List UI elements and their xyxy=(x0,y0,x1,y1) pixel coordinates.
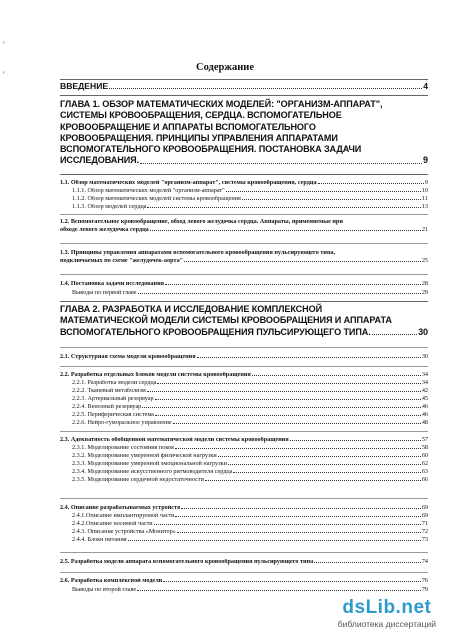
watermark-name: dsLib.net xyxy=(342,597,432,618)
toc-entry-page: 4 xyxy=(423,81,428,91)
toc-entry-page: 58 xyxy=(421,444,428,451)
toc-entry[interactable] xyxy=(60,281,428,287)
toc-entry-page: 13 xyxy=(421,203,428,210)
toc-entry[interactable] xyxy=(72,204,428,210)
toc-entry-label: 2.6. Разработка комплексной модели xyxy=(60,578,163,584)
toc-entry-label: 2.4.3. Описание устройства «Монитор» xyxy=(72,529,176,535)
divider xyxy=(60,347,428,348)
divider xyxy=(60,301,428,302)
toc-entry-page: 9 xyxy=(424,179,428,186)
toc-entry-page: 71 xyxy=(421,520,428,527)
divider xyxy=(60,214,428,215)
toc-entry[interactable] xyxy=(72,587,428,593)
toc-entry[interactable] xyxy=(60,505,428,511)
toc-entry[interactable] xyxy=(72,529,428,535)
toc-entry-page: 46 xyxy=(421,411,428,418)
divider xyxy=(60,552,428,553)
toc-entry-label: 2.3.3. Моделирование умеренной эмоциональной нагрузки xyxy=(72,461,227,467)
toc-entry[interactable] xyxy=(72,396,428,402)
toc-entry-label: 1.1.2. Обзор математических моделей системы кровообращения xyxy=(72,196,241,202)
toc-entry-label: 2.2.3. Артериальный резервуар xyxy=(72,396,154,402)
toc-entry-label: 2.4.1.Описание имплантируемой части xyxy=(72,513,175,519)
watermark-tagline: библиотека диссертаций xyxy=(337,619,436,629)
toc-entry[interactable] xyxy=(72,469,428,475)
toc-entry-page: 34 xyxy=(421,371,428,378)
toc-entry-label: 1.1.1. Обзор математических моделей "организм-аппарат" xyxy=(72,188,225,194)
toc-entry-label: 1.1.3. Обзор моделей сердца xyxy=(72,204,147,210)
toc-entry-label: 2.3.4. Моделирование искусственного ритмоводителя сердца xyxy=(72,469,233,475)
toc-entry-page: 69 xyxy=(421,504,428,511)
toc-entry-label: 2.1. Структурная схема модели кровообращения xyxy=(60,354,196,360)
chapter-line: ИССЛЕДОВАНИЯ. xyxy=(60,155,139,166)
toc-entry[interactable] xyxy=(72,196,428,202)
divider xyxy=(60,366,428,367)
toc-entry[interactable] xyxy=(72,412,428,418)
toc-entry-page: 45 xyxy=(421,395,428,402)
toc-entry[interactable] xyxy=(60,250,428,264)
toc-entry[interactable] xyxy=(72,420,428,426)
divider xyxy=(60,431,428,432)
toc-entry-label: 2.4.2.Описание носимой части xyxy=(72,521,153,527)
chapter-line: ВСПОМОГАТЕЛЬНОГО КРОВООБРАЩЕНИЯ ПУЛЬСИРУЮЩЕГО ТИПА. xyxy=(60,326,371,337)
toc-entry-page: 46 xyxy=(421,403,428,410)
toc-entry-page: 30 xyxy=(418,326,428,337)
toc-entry-page: 29 xyxy=(421,289,428,296)
chapter-line: СИСТЕМЫ КРОВООБРАЩЕНИЯ, СЕРДЦА. ВСПОМОГАТЕЛЬНОЕ xyxy=(60,110,342,121)
toc-entry[interactable] xyxy=(60,219,428,233)
watermark-logo xyxy=(338,598,436,629)
toc-entry-label: 2.3.5. Моделирование сердечной недостаточности xyxy=(72,477,204,483)
toc-entry-page: 74 xyxy=(421,558,428,565)
toc-entry-page: 28 xyxy=(421,280,428,287)
toc-entry[interactable] xyxy=(60,578,428,584)
toc-entry-page: 57 xyxy=(421,436,428,443)
toc-entry[interactable] xyxy=(72,513,428,519)
toc-entry[interactable] xyxy=(60,372,428,378)
toc-entry-label: 1.3. Принципы управления аппаратами вспомогательного кровообращения пульсирующего типа, xyxy=(60,249,336,256)
toc-entry[interactable] xyxy=(72,188,428,194)
toc-entry-page: 25 xyxy=(421,257,428,265)
page-title: Содержание xyxy=(196,62,254,73)
toc-entry-label: 2.2.2. Тканевый метаболизм xyxy=(72,388,146,394)
toc-entry-label: 2.2.1. Разработка модели сердца xyxy=(72,380,157,386)
chapter-line: МАТЕМАТИЧЕСКОЙ МОДЕЛИ СИСТЕМЫ КРОВООБРАЩЕНИЯ И АППАРАТА xyxy=(60,315,392,326)
toc-entry-label: 2.2.5. Периферическая система xyxy=(72,412,154,418)
toc-entry-page: 60 xyxy=(421,452,428,459)
toc-entry[interactable] xyxy=(72,404,428,410)
toc-entry[interactable] xyxy=(72,537,428,543)
toc-entry-label: 2.2.6. Нейро-гуморальное управление xyxy=(72,420,172,426)
toc-entry-page: 79 xyxy=(421,586,428,593)
toc-entry-label: Выводы по первой главе xyxy=(72,290,137,296)
toc-entry-label: подключаемых по схеме "желудочек-аорта" xyxy=(60,257,184,265)
divider xyxy=(60,79,428,80)
toc-entry-label: 1.4. Постановка задачи исследования xyxy=(60,281,164,287)
divider xyxy=(60,174,428,175)
toc-entry-page: 73 xyxy=(421,536,428,543)
toc-entry[interactable] xyxy=(72,453,428,459)
toc-entry-page: 34 xyxy=(421,379,428,386)
divider xyxy=(60,498,428,499)
divider xyxy=(60,243,428,244)
toc-entry-label: ВВЕДЕНИЕ xyxy=(60,82,109,91)
toc-entry-page: 21 xyxy=(421,226,428,234)
toc-entry-label: Выводы по второй главе xyxy=(72,587,137,593)
toc-entry[interactable] xyxy=(60,180,428,186)
divider xyxy=(60,274,428,275)
toc-chapter-1[interactable] xyxy=(60,99,428,167)
toc-entry-label: 1.1. Обзор математических моделей "организм-аппарат", системы кровообращения, сердца xyxy=(60,180,317,186)
toc-entry-label: 2.3.2. Моделирование умеренной физической нагрузки xyxy=(72,453,217,459)
toc-entry[interactable] xyxy=(60,354,428,360)
toc-entry-label: 2.4.4. Блоки питания xyxy=(72,537,127,543)
toc-entry[interactable] xyxy=(72,521,428,527)
toc-entry-label: обходе левого желудочка сердца xyxy=(60,226,149,234)
toc-entry[interactable] xyxy=(72,290,428,296)
toc-entry-page: 42 xyxy=(421,387,428,394)
toc-entry-page: 62 xyxy=(421,460,428,467)
toc-entry-page: 10 xyxy=(421,187,428,194)
toc-entry-label: 2.2.4. Венозный резервуар xyxy=(72,404,142,410)
scan-mark: ' xyxy=(3,40,5,50)
toc-entry[interactable] xyxy=(72,461,428,467)
toc-entry-page: 76 xyxy=(421,577,428,584)
toc-entry-page: 69 xyxy=(421,512,428,519)
toc-entry[interactable] xyxy=(60,437,428,443)
toc-entry-label: 1.2. Вспомогательное кровообращение, обход левого желудочка сердца. Аппараты, применяемые при xyxy=(60,218,343,225)
toc-entry-page: 63 xyxy=(421,468,428,475)
toc-entry-page: 72 xyxy=(421,528,428,535)
divider xyxy=(60,95,428,96)
toc-entry-page: 30 xyxy=(421,353,428,360)
chapter-line: ВСПОМОГАТЕЛЬНОГО КРОВООБРАЩЕНИЯ. ПОСТАНОВКА ЗАДАЧИ xyxy=(60,144,362,155)
chapter-line: ГЛАВА 2. РАЗРАБОТКА И ИССЛЕДОВАНИЕ КОМПЛЕКСНОЙ xyxy=(60,304,323,314)
toc-entry-label: 2.3. Адекватность обобщенной математической модели системы кровообращения xyxy=(60,437,289,443)
toc-entry[interactable] xyxy=(72,380,428,386)
toc-entry[interactable] xyxy=(72,445,428,451)
toc-entry[interactable] xyxy=(60,559,428,565)
toc-entry[interactable] xyxy=(72,388,428,394)
toc-entry[interactable] xyxy=(72,477,428,483)
toc-entry-label: 2.4. Описание разрабатываемых устройств xyxy=(60,505,181,511)
toc-entry-page: 66 xyxy=(421,476,428,483)
toc-chapter-2[interactable] xyxy=(60,304,428,338)
toc-entry-intro[interactable] xyxy=(60,82,428,91)
chapter-line: КРОВООБРАЩЕНИЯ. ПРИНЦИПЫ УПРАВЛЕНИЯ АППАРАТАМИ xyxy=(60,132,338,143)
toc-entry-label: 2.3.1. Моделирование состояния покоя xyxy=(72,445,174,451)
divider xyxy=(60,572,428,573)
toc-entry-label: 2.2. Разработка отдельных блоков модели системы кровообращения xyxy=(60,372,251,378)
chapter-line: КРОВООБРАЩЕНИЕ И АППАРАТЫ ВСПОМОГАТЕЛЬНОГО xyxy=(60,121,316,132)
toc-entry-label: 2.5. Разработка модели аппарата вспомогательного кровообращения пульсирующего типа xyxy=(60,559,314,565)
toc-entry-page: 9 xyxy=(423,155,428,166)
toc-entry-page: 11 xyxy=(422,195,428,202)
chapter-line: ГЛАВА 1. ОБЗОР МАТЕМАТИЧЕСКИХ МОДЕЛЕЙ: "ОРГАНИЗМ-АППАРАТ", xyxy=(60,99,383,109)
toc-entry-page: 48 xyxy=(421,419,428,426)
scan-mark: ' xyxy=(3,70,5,80)
